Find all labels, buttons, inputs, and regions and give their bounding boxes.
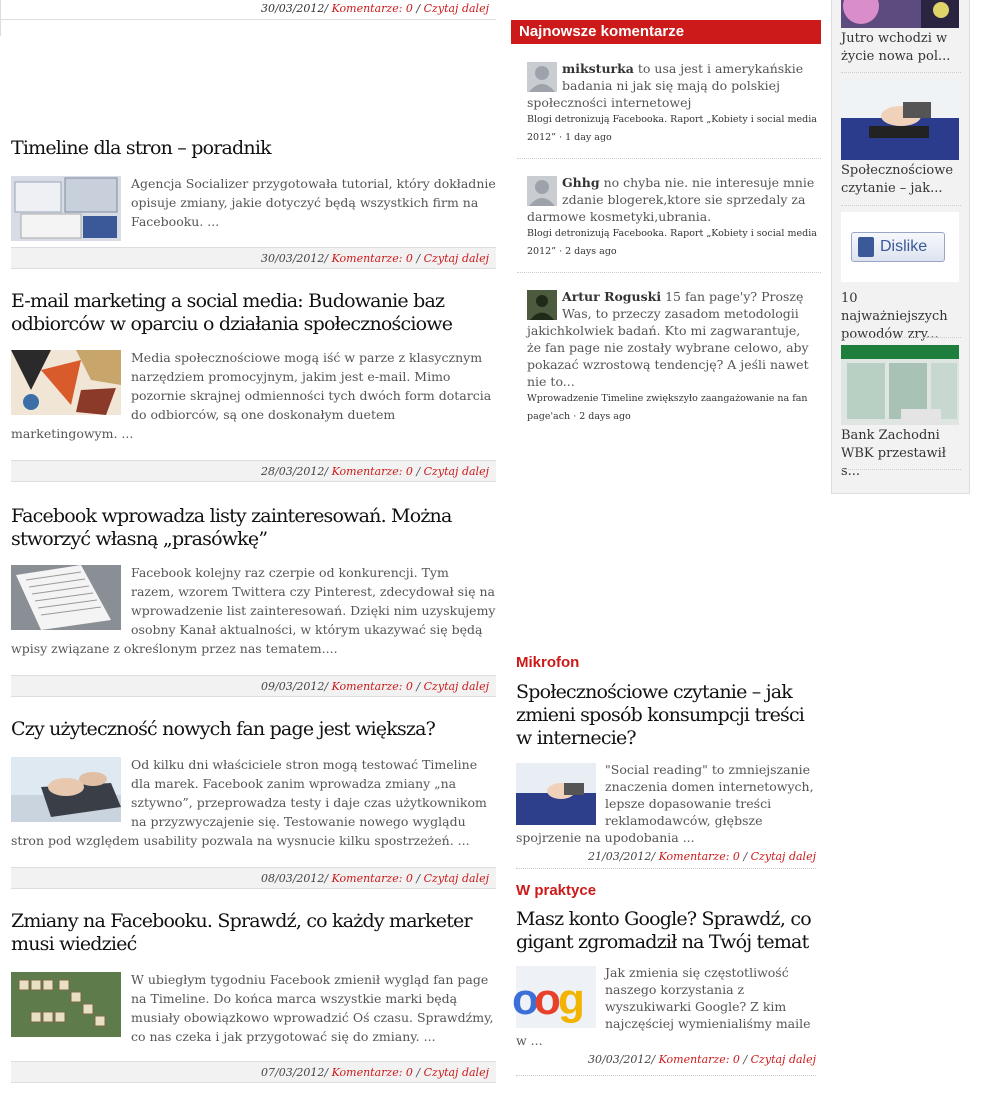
comment-post-link[interactable]: Blogi detronizują Facebooka. Raport „Kobiety i social media 2012” <box>527 228 817 257</box>
thumb-down-icon <box>858 237 874 257</box>
post-item <box>11 505 496 693</box>
post-date: 30/03/2012 <box>261 2 325 15</box>
post-item <box>11 718 496 885</box>
widget-title: Najnowsze komentarze <box>511 20 821 44</box>
comments-link[interactable]: Komentarze: 0 <box>658 850 740 863</box>
divider <box>516 868 816 869</box>
avatar-icon <box>527 290 557 320</box>
comment-author[interactable]: Artur Roguski <box>562 289 662 304</box>
post-excerpt: Od kilku dni właściciele stron mogą testować Timeline dla marek. Facebook zanim wprowadza zmiany „na sztywno”, przeprowadza testy i daje czas użytkownikom na przyzwyczajenie się. Testowanie nowego wyglądu stron pod względem usability pozwala na wysnucie kilku spostrzeżeń. ... <box>11 757 487 848</box>
sidebar-item[interactable] <box>841 80 961 198</box>
read-more-link[interactable]: Czytaj dalej <box>423 2 489 15</box>
post-date: 30/03/2012 <box>588 1053 652 1066</box>
post-date: 28/03/2012 <box>261 465 325 478</box>
post-title-link[interactable]: Społecznościowe czytanie – jak zmieni sposób konsumpcji treści w internecie? <box>516 681 805 749</box>
sidebar-item[interactable] <box>841 212 961 344</box>
svg-text:o: o <box>512 975 539 1024</box>
avatar-icon <box>527 62 557 92</box>
read-more-link[interactable]: Czytaj dalej <box>423 680 489 693</box>
read-more-link[interactable]: Czytaj dalej <box>423 252 489 265</box>
read-more-link[interactable]: Czytaj dalej <box>423 465 489 478</box>
comment-text: to usa jest i amerykańskie badania ni jak się mają do polskiej społeczności internetowej <box>527 61 804 110</box>
post-title-link[interactable]: Zmiany na Facebooku. Sprawdź, co każdy marketer musi wiedzieć <box>11 910 472 955</box>
comment-author[interactable]: Ghhg <box>562 175 600 190</box>
post-thumbnail[interactable] <box>11 757 121 822</box>
post-excerpt: Jak zmienia się częstotliwość naszego korzystania z wyszukiwarki Google? Z kim najczęściej wymienialiśmy maile w ... <box>516 965 811 1048</box>
sidebar-thumbnail[interactable] <box>841 212 959 282</box>
post-item <box>11 137 496 265</box>
comment-text: 15 fan page'y? Proszę Was, to przeczy zasadom metodologii jakichkolwiek badań. Kto mi zagwarantuje, że fan page nie zostały wybrane celowo, aby pokazać wzrostową tendencję? A jeśli nawet nie to... <box>527 289 809 389</box>
post-thumbnail[interactable] <box>11 565 121 630</box>
comment-item <box>527 174 817 261</box>
post-thumbnail[interactable] <box>516 763 596 825</box>
divider <box>841 72 961 73</box>
comments-link[interactable]: Komentarze: 0 <box>331 465 413 478</box>
divider <box>0 0 1 36</box>
post-thumbnail[interactable] <box>11 350 121 415</box>
post-meta: 07/03/2012/ Komentarze: 0 / Czytaj dalej <box>11 1061 496 1083</box>
post-title-link[interactable]: Facebook wprowadza listy zainteresowań. Można stworzyć własną „prasówkę” <box>11 505 452 550</box>
comment-time: · 1 day ago <box>556 132 612 143</box>
comment-post-link[interactable]: Wprowadzenie Timeline zwiększyło zaangażowanie na fan page'ach <box>527 393 808 422</box>
post-date: 07/03/2012 <box>261 1066 325 1079</box>
post-meta: 30/03/2012/ Komentarze: 0 / Czytaj dalej <box>0 0 496 20</box>
featured-post <box>512 908 816 1066</box>
post-date: 30/03/2012 <box>261 252 325 265</box>
comment-text: no chyba nie. nie interesuje mnie zdanie blogerek,ktore sie sprzedaly za darmowe kosmetyki,ubrania. <box>527 175 815 224</box>
sidebar-thumbnail[interactable] <box>841 80 959 160</box>
post-meta: 08/03/2012/ Komentarze: 0 / Czytaj dalej <box>11 867 496 889</box>
comments-link[interactable]: Komentarze: 0 <box>331 680 413 693</box>
comment-post-link[interactable]: Blogi detronizują Facebooka. Raport „Kobiety i social media 2012” <box>527 114 817 143</box>
post-thumbnail[interactable] <box>11 176 121 241</box>
post-excerpt: W ubiegłym tygodniu Facebook zmienił wygląd fan page na Timeline. Do końca marca wszystkie marki będą musiały obowiązkowo wprowadzić Oś czasu. Sprawdźmy, co nas czeka i jak przygotować się do zmiany. ... <box>131 972 494 1044</box>
comment-item <box>527 288 817 426</box>
comment-time: · 2 days ago <box>556 246 617 257</box>
category-heading[interactable]: W praktyce <box>516 882 597 899</box>
sidebar-item-caption: Bank Zachodni WBK przestawił s... <box>841 428 946 479</box>
comment-time: · 2 days ago <box>570 411 631 422</box>
svg-text:g: g <box>558 975 585 1024</box>
sidebar-item[interactable] <box>841 345 961 481</box>
post-excerpt: Media społecznościowe mogą iść w parze z klasycznym narzędziem promocyjnym, jakim jest e-mail. Mimo pozornie skrajnej odmienności tych dwóch form dotarcia do odbiorców, są one doskonałym duetem marketingowym. ... <box>11 350 492 441</box>
post-title-link[interactable]: E-mail marketing a social media: Budowanie baz odbiorców w oparciu o działania społecznościowe <box>11 290 453 335</box>
divider <box>841 337 961 338</box>
divider <box>841 469 961 470</box>
post-meta: 09/03/2012/ Komentarze: 0 / Czytaj dalej <box>11 675 496 697</box>
divider <box>841 205 961 206</box>
sidebar-thumbnail[interactable] <box>841 0 959 28</box>
post-title-link[interactable]: Czy użyteczność nowych fan page jest większa? <box>11 718 436 740</box>
post-meta: 21/03/2012/ Komentarze: 0 / Czytaj dalej <box>588 850 816 863</box>
dislike-button <box>851 232 945 262</box>
post-thumbnail[interactable] <box>512 966 596 1028</box>
read-more-link[interactable]: Czytaj dalej <box>750 850 816 863</box>
post-excerpt: Agencja Socializer przygotowała tutorial, który dokładnie opisuje zmiany, jakie dotyczyć będą wszystkich firm na Facebooku. ... <box>131 176 496 229</box>
post-date: 21/03/2012 <box>588 850 652 863</box>
post-date: 08/03/2012 <box>261 872 325 885</box>
divider <box>517 158 821 159</box>
post-title-link[interactable]: Timeline dla stron – poradnik <box>11 137 271 159</box>
sidebar-recent-posts <box>831 0 970 494</box>
dislike-label: Dislike <box>880 238 928 255</box>
post-title-link[interactable]: Masz konto Google? Sprawdź, co gigant zgromadził na Twój temat <box>516 908 811 953</box>
divider <box>517 272 821 273</box>
comments-link[interactable]: Komentarze: 0 <box>658 1053 740 1066</box>
sidebar-item-caption: Społecznościowe czytanie – jak... <box>841 163 954 196</box>
divider <box>516 1075 816 1076</box>
avatar-icon <box>527 176 557 206</box>
post-item <box>11 290 496 478</box>
category-heading[interactable]: Mikrofon <box>516 654 580 671</box>
post-item <box>11 910 496 1079</box>
post-thumbnail[interactable] <box>11 972 121 1037</box>
read-more-link[interactable]: Czytaj dalej <box>423 872 489 885</box>
post-meta: 30/03/2012/ Komentarze: 0 / Czytaj dalej <box>588 1053 816 1066</box>
sidebar-thumbnail[interactable] <box>841 345 959 425</box>
svg-text:o: o <box>534 975 561 1024</box>
comment-item <box>527 60 817 147</box>
read-more-link[interactable]: Czytaj dalej <box>750 1053 816 1066</box>
comments-link[interactable]: Komentarze: 0 <box>331 872 413 885</box>
featured-post <box>516 681 816 863</box>
comments-link[interactable]: Komentarze: 0 <box>331 1066 413 1079</box>
post-excerpt: "Social reading" to zmniejszanie znaczenia domen internetowych, lepsze dopasowanie treści reklamodawców, głębsze spojrzenie na upodobania ... <box>516 762 814 845</box>
post-meta: 30/03/2012/ Komentarze: 0 / Czytaj dalej <box>11 247 496 269</box>
sidebar-item-caption: Jutro wchodzi w życie nowa pol... <box>841 31 951 64</box>
post-meta: 28/03/2012/ Komentarze: 0 / Czytaj dalej <box>11 460 496 482</box>
comment-author[interactable]: miksturka <box>562 61 634 76</box>
read-more-link[interactable]: Czytaj dalej <box>423 1066 489 1079</box>
sidebar-item-caption: 10 najważniejszych powodów zry... <box>841 291 948 342</box>
post-excerpt: Facebook kolejny raz czerpie od konkurencji. Tym razem, wzorem Twittera czy Pinterest, zdecydował się na wprowadzenie list zainteresowań. Dzięki nim uzyskujemy osobny Kanał aktualności, w którym ukazywać się będą wpisy związane z określonym przez nas tematem.... <box>11 565 496 656</box>
post-date: 09/03/2012 <box>261 680 325 693</box>
sidebar-item[interactable] <box>841 0 961 66</box>
comments-link[interactable]: Komentarze: 0 <box>331 2 413 15</box>
comments-link[interactable]: Komentarze: 0 <box>331 252 413 265</box>
